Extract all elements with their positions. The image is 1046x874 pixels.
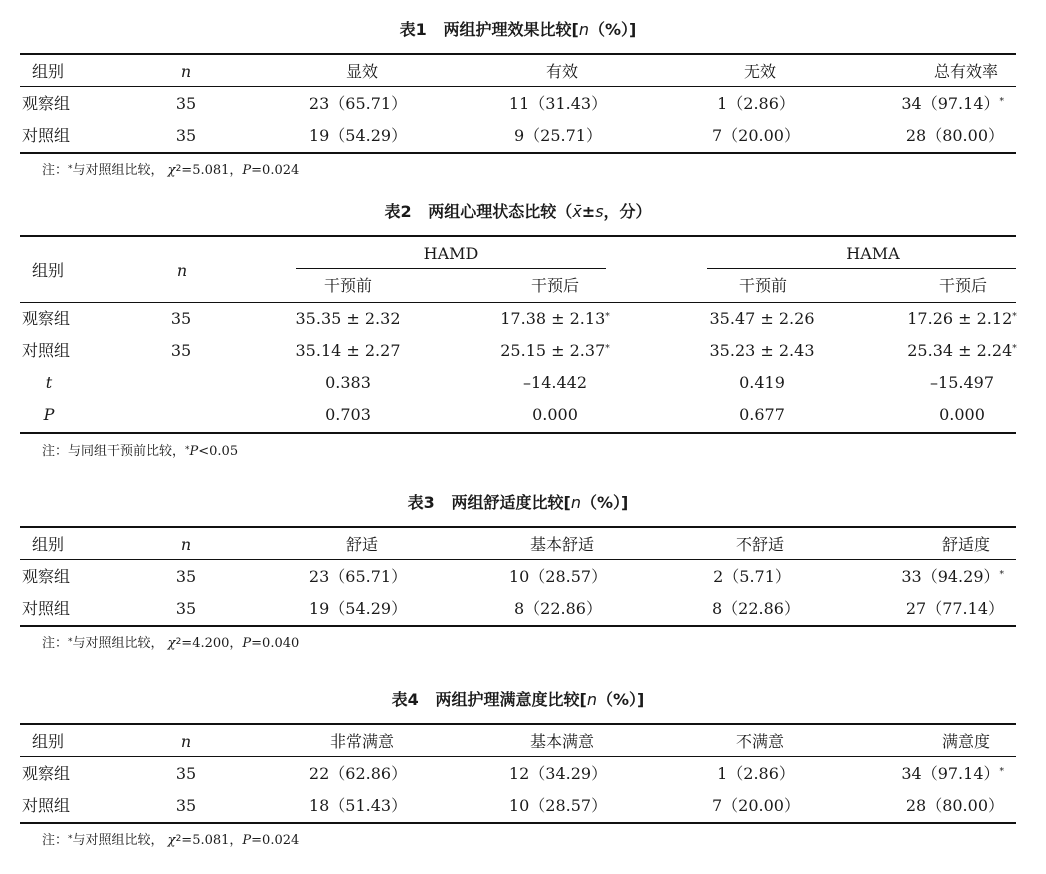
table4-head-rule (20, 756, 1016, 757)
significance-marker: * (999, 97, 1004, 107)
table-cell: 35.23 ± 2.43 (709, 341, 815, 360)
table2-top-rule (20, 235, 1016, 237)
table3-header-n: n (180, 535, 192, 554)
table3-note (42, 636, 299, 652)
note-prefix: 注： (42, 636, 69, 651)
table-cell (907, 341, 1017, 361)
table-cell: 12（34.29） (508, 764, 608, 783)
table-cell (901, 567, 1004, 587)
note-chi-value: =4.200， (181, 636, 243, 651)
table-cell-value: 25.15 ± 2.37 (500, 341, 606, 360)
table3-bottom-rule (20, 625, 1016, 627)
table3-header-c3: 不舒适 (735, 535, 785, 554)
table2-head-rule (20, 302, 1016, 303)
table3-header-c1: 舒适 (345, 535, 379, 554)
table-cell-n: 35 (175, 764, 197, 783)
table-cell: 0.000 (532, 405, 578, 424)
table2-sub-hama-after: 干预后 (938, 276, 988, 295)
table-cell (500, 309, 610, 329)
table1-header-group: 组别 (32, 62, 65, 81)
table2-hamd-subrule (296, 268, 606, 269)
table-cell-n: 35 (175, 567, 197, 586)
table-cell-value: 17.26 ± 2.12 (907, 309, 1013, 328)
note-chi-sup: 2 (175, 164, 182, 174)
table4-note (42, 833, 299, 849)
table-cell: 0.703 (325, 405, 371, 424)
table1-header-c4: 总有效率 (933, 62, 998, 81)
table1-caption (20, 20, 1016, 40)
table-cell: 35.47 ± 2.26 (709, 309, 815, 328)
table2-caption (20, 202, 1016, 222)
table3-caption-unit: （%）] (580, 493, 629, 512)
table-cell (901, 764, 1004, 784)
table-cell: 28（80.00） (905, 126, 1004, 145)
table4-bottom-rule (20, 822, 1016, 824)
table-cell-value: 34（97.14） (901, 94, 1000, 113)
table3-header-group: 组别 (32, 535, 65, 554)
table-cell: 27（77.14） (905, 599, 1004, 618)
table-row-label: 对照组 (22, 796, 71, 815)
table-cell: 35.35 ± 2.32 (295, 309, 401, 328)
note-prefix: 注： (42, 163, 69, 178)
table3-top-rule (20, 526, 1016, 528)
significance-marker: * (1012, 312, 1017, 322)
table-cell: 18（51.43） (308, 796, 408, 815)
table4-header-c2: 基本满意 (529, 732, 595, 751)
note-text: 与对照组比较， (72, 163, 164, 178)
note-chi-sup: 2 (175, 834, 182, 844)
note-p: P (242, 833, 252, 848)
table-cell-value: 33（94.29） (901, 567, 1000, 586)
table4-caption-bracket: [ (579, 690, 587, 709)
note-text: 与对照组比较， (72, 833, 164, 848)
table-cell: –14.442 (523, 373, 587, 392)
table1-bottom-rule (20, 152, 1016, 154)
table-cell: –15.497 (930, 373, 994, 392)
note-p: P (189, 444, 199, 459)
table2-sub-hamd-after: 干预后 (530, 276, 580, 295)
table-cell-n: 35 (170, 309, 192, 328)
table-cell: 7（20.00） (712, 796, 800, 815)
table-cell: 22（62.86） (308, 764, 408, 783)
table2-caption-s: s (595, 202, 604, 221)
table-cell-n: 35 (175, 599, 197, 618)
table-cell-n: 35 (175, 796, 197, 815)
table3-head-rule (20, 559, 1016, 560)
significance-marker: * (185, 445, 190, 455)
table-cell (901, 94, 1004, 114)
table2-sub-hamd-before: 干预前 (323, 276, 373, 295)
table-cell (500, 341, 610, 361)
table2-header-hama: HAMA (846, 244, 900, 263)
table4-caption-num: 表4 (391, 690, 419, 709)
table4-caption (20, 690, 1016, 710)
table3-caption-text: 两组舒适度比较 (451, 493, 564, 512)
table-cell: 0.000 (939, 405, 985, 424)
table3-caption-num: 表3 (407, 493, 435, 512)
table4-top-rule (20, 723, 1016, 725)
table3-header-c4: 舒适度 (941, 535, 990, 554)
significance-marker: * (68, 637, 73, 647)
table-cell-n: 35 (175, 94, 197, 113)
table2-bottom-rule (20, 432, 1016, 434)
table2-header-group: 组别 (32, 261, 65, 280)
table3-caption-bracket: [ (563, 493, 571, 512)
note-p-value: =0.024 (251, 833, 300, 848)
table2-note (42, 444, 238, 460)
table1-note (42, 163, 299, 179)
significance-marker: * (68, 164, 73, 174)
note-chi-value: =5.081， (181, 163, 243, 178)
table-cell: 9（25.71） (514, 126, 602, 145)
table2-sub-hama-before: 干预前 (738, 276, 788, 295)
table-cell: 8（22.86） (514, 599, 602, 618)
table2-header-n: n (176, 261, 188, 280)
table-cell: 0.419 (739, 373, 785, 392)
table4-header-c3: 不满意 (735, 732, 785, 751)
significance-marker: * (999, 570, 1004, 580)
table-cell-value: 17.38 ± 2.13 (500, 309, 606, 328)
table3-header-c2: 基本舒适 (529, 535, 595, 554)
table-cell: 1（2.86） (717, 94, 795, 113)
table-row-label: 观察组 (22, 764, 71, 783)
table1-caption-unit: （%）] (588, 20, 637, 39)
table1-header-c3: 无效 (743, 62, 777, 81)
significance-marker: * (68, 834, 73, 844)
table-row-label: 对照组 (22, 341, 71, 360)
table4-header-n: n (180, 732, 192, 751)
note-p-value: =0.040 (251, 636, 300, 651)
table-cell: 2（5.71） (713, 567, 791, 586)
table-cell: 0.677 (739, 405, 785, 424)
note-text: 与对照组比较， (72, 636, 164, 651)
table-cell: 23（65.71） (308, 94, 408, 113)
table-cell-value: 34（97.14） (901, 764, 1000, 783)
table-cell: 23（65.71） (308, 567, 408, 586)
table1-header-n: n (180, 62, 192, 81)
note-p-value: =0.024 (251, 163, 300, 178)
significance-marker: * (605, 344, 610, 354)
table-row-label-t: t (45, 373, 53, 392)
significance-marker: * (1012, 344, 1017, 354)
table2-caption-unit: ，分） (603, 202, 652, 221)
note-chi-value: =5.081， (181, 833, 243, 848)
table-cell (907, 309, 1017, 329)
table-cell-n: 35 (170, 341, 192, 360)
table1-header-c2: 有效 (545, 62, 579, 81)
table2-caption-text: 两组心理状态比较（ (428, 202, 573, 221)
table-cell: 10（28.57） (508, 796, 608, 815)
note-chi-sup: 2 (175, 637, 182, 647)
table-cell: 19（54.29） (308, 126, 408, 145)
table4-caption-n: n (586, 690, 597, 709)
table1-caption-text: 两组护理效果比较 (443, 20, 572, 39)
table2-caption-num: 表2 (384, 202, 412, 221)
table2-header-hamd: HAMD (423, 244, 479, 263)
significance-marker: * (999, 767, 1004, 777)
table-cell: 8（22.86） (712, 599, 800, 618)
table-cell: 0.383 (325, 373, 371, 392)
table1-header-c1: 显效 (345, 62, 379, 81)
note-p: P (242, 163, 252, 178)
table-cell: 28（80.00） (905, 796, 1004, 815)
table1-caption-n: n (578, 20, 589, 39)
table-cell: 19（54.29） (308, 599, 408, 618)
table1-caption-bracket: [ (571, 20, 579, 39)
table1-caption-num: 表1 (399, 20, 427, 39)
table3-caption (20, 493, 1016, 513)
table-row-label: 对照组 (22, 599, 71, 618)
table-cell-value: 25.34 ± 2.24 (907, 341, 1013, 360)
table-row-label-p: P (43, 405, 55, 424)
table3-caption-n: n (570, 493, 581, 512)
table2-caption-xbar: x̄ (572, 202, 582, 221)
table-row-label: 对照组 (22, 126, 71, 145)
note-chi: χ (167, 163, 176, 178)
note-p: P (242, 636, 252, 651)
table4-header-c4: 满意度 (941, 732, 990, 751)
table4-header-group: 组别 (32, 732, 65, 751)
table-cell: 10（28.57） (508, 567, 608, 586)
table1-top-rule (20, 53, 1016, 55)
table-row-label: 观察组 (22, 94, 71, 113)
table2-caption-pm: ± (581, 202, 596, 221)
note-p-value: <0.05 (198, 444, 239, 459)
table-cell: 7（20.00） (712, 126, 800, 145)
significance-marker: * (605, 312, 610, 322)
table-row-label: 观察组 (22, 567, 71, 586)
table-cell: 11（31.43） (508, 94, 608, 113)
table4-caption-unit: （%）] (596, 690, 645, 709)
table-cell: 35.14 ± 2.27 (295, 341, 401, 360)
table4-header-c1: 非常满意 (329, 732, 395, 751)
table1-head-rule (20, 86, 1016, 87)
note-text: 注：与同组干预前比较， (42, 444, 186, 459)
note-chi: χ (167, 833, 176, 848)
table-cell: 1（2.86） (717, 764, 795, 783)
table4-caption-text: 两组护理满意度比较 (435, 690, 580, 709)
table-cell-n: 35 (175, 126, 197, 145)
table-row-label: 观察组 (22, 309, 71, 328)
note-prefix: 注： (42, 833, 69, 848)
table2-hama-subrule (707, 268, 1016, 269)
note-chi: χ (167, 636, 176, 651)
